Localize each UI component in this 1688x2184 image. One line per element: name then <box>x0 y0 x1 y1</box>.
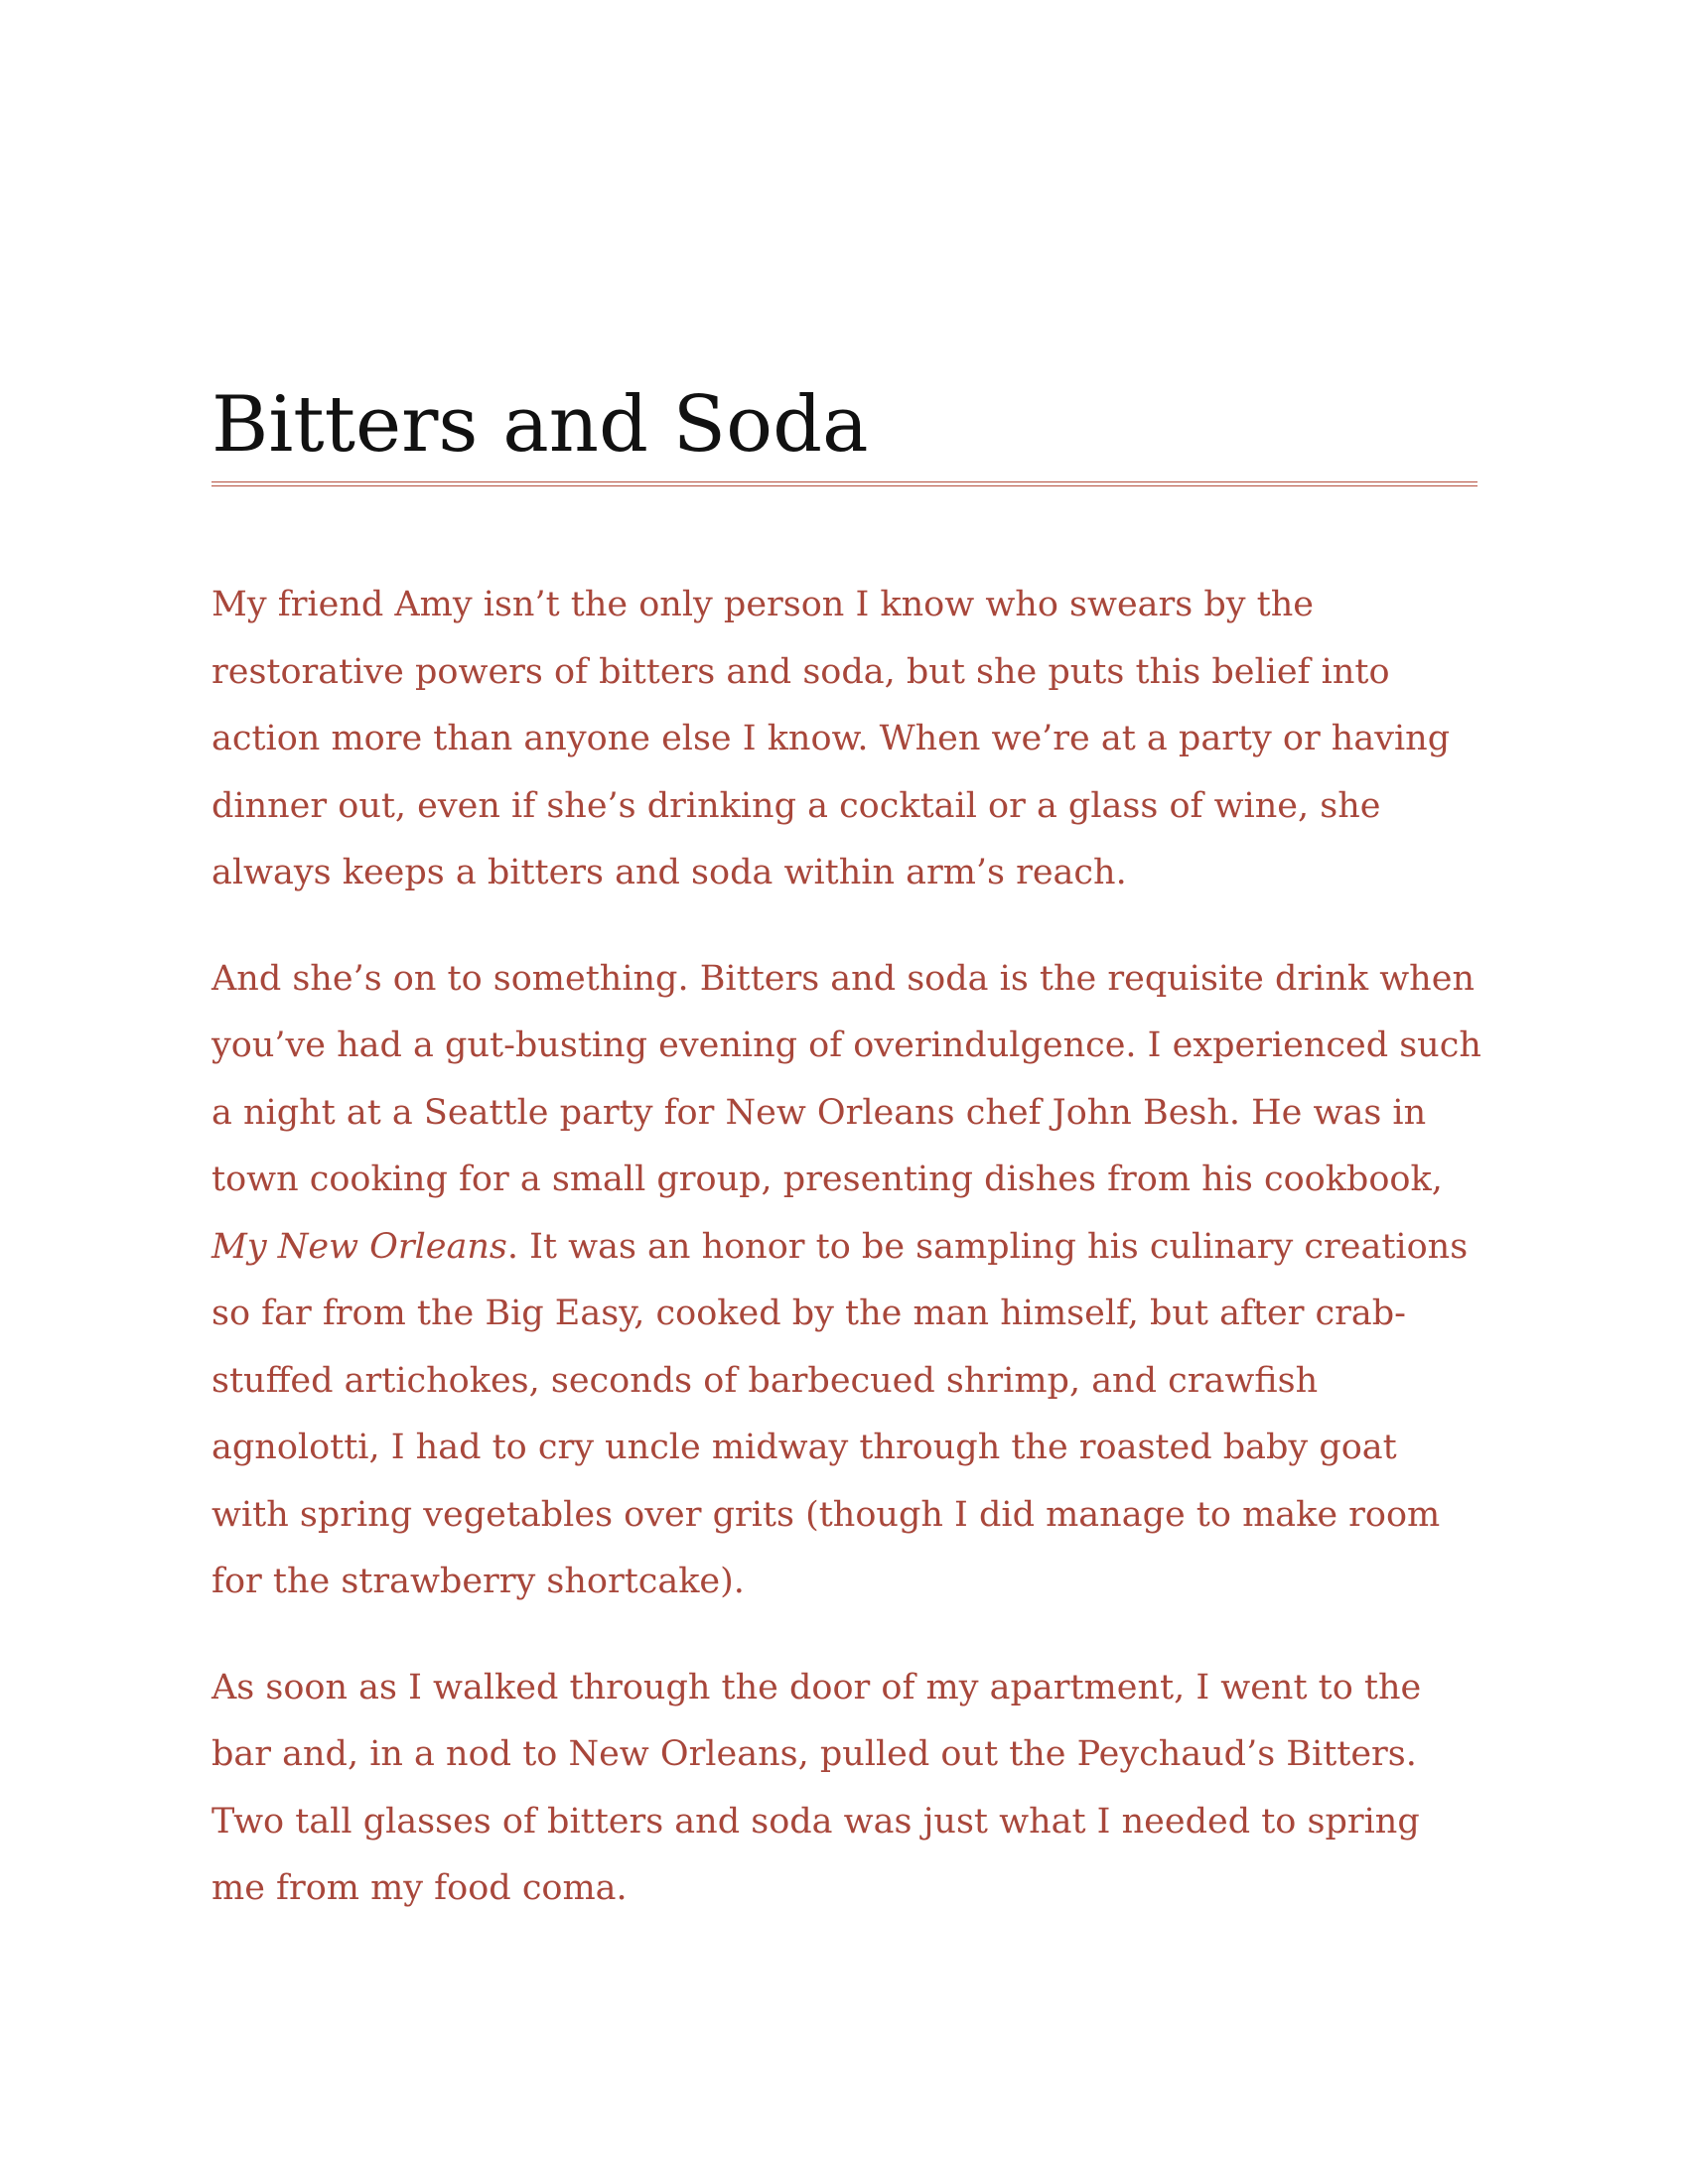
paragraph-3: As soon as I walked through the door of my apartment, I went to the bar and, in a nod to New Orleans, pulled out the Peychaud’s Bitters. Two tall glasses of bitters and soda was just what I needed to spring me from my food coma. <box>211 1667 1422 1908</box>
paragraph-1: My friend Amy isn’t the only person I know who swears by the restorative powers of bitters and soda, but she puts this belief into action more than anyone else I know. When we’re at a party or having dinner out, even if she’s drinking a cocktail or a glass of wine, she always keeps a bitters and soda within arm’s reach. <box>211 585 1451 892</box>
paragraph-2 <box>211 946 1482 1616</box>
article-body <box>211 572 1482 1962</box>
page-title: Bitters and Soda <box>211 380 869 470</box>
paragraph-2-text-after: . It was an honor to be sampling his culinary creations so far from the Big Easy, cooked by the man himself, but after crab-stuffed artichokes, seconds of barbecued shrimp, and crawfish agnolotti, I had to cry uncle midway through the roasted baby goat with spring vegetables over grits (though I did manage to make room for the strawberry shortcake). <box>211 1226 1469 1601</box>
title-double-rule <box>211 481 1477 486</box>
book-title: My New Orleans <box>211 1226 507 1267</box>
paragraph-2-text-before: And she’s on to something. Bitters and soda is the requisite drink when you’ve had a gut-busting evening of overindulgence. I experienced such a night at a Seattle party for New Orleans chef John Besh. He was in town cooking for a small group, presenting dishes from his cookbook, <box>211 958 1481 1199</box>
